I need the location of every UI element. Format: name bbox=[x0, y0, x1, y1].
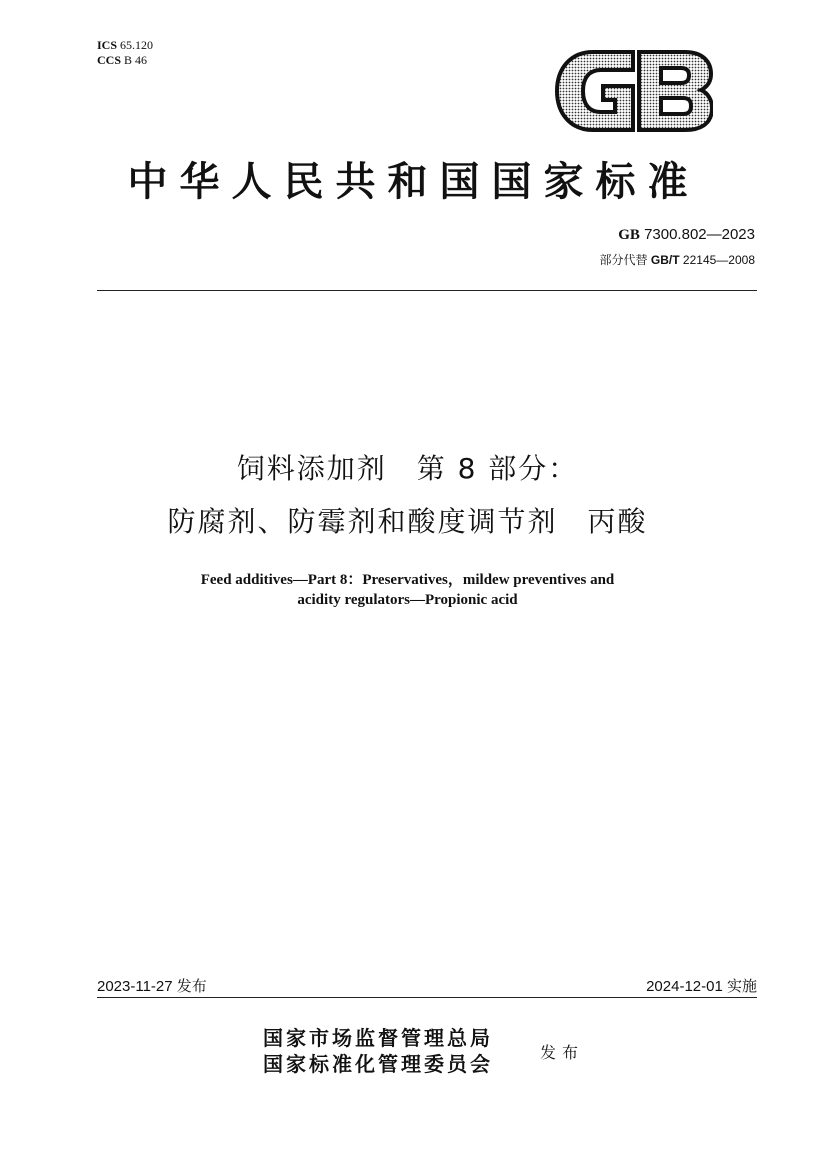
ics-line bbox=[97, 38, 153, 53]
publish-label: 发布 bbox=[540, 1043, 585, 1062]
replaces-prefix: 部分代替 bbox=[599, 253, 648, 267]
ccs-value: B 46 bbox=[124, 53, 148, 67]
standard-number bbox=[618, 226, 755, 244]
cn-title-line2: 防腐剂、防霉剂和酸度调节剂 丙酸 bbox=[167, 505, 648, 538]
implement-date: 2024-12-01 实施 bbox=[646, 978, 757, 995]
en-title-line1: Feed additives—Part 8：Preservatives，mildew preventives and bbox=[200, 572, 615, 588]
issuer-org-2: 国家标准化管理委员会 bbox=[263, 1052, 493, 1076]
replaces-line bbox=[600, 251, 755, 268]
issuer-org-1: 国家市场监督管理总局 bbox=[263, 1026, 493, 1050]
en-title-line2: acidity regulators—Propionic acid bbox=[297, 592, 518, 608]
bottom-divider bbox=[97, 997, 757, 998]
standard-number-value: 7300.802—2023 bbox=[644, 226, 755, 243]
ccs-line bbox=[97, 53, 153, 68]
top-divider bbox=[97, 290, 757, 291]
ics-label: ICS bbox=[97, 38, 118, 52]
ccs-label: CCS bbox=[97, 53, 122, 67]
issue-date: 2023-11-27 发布 bbox=[97, 978, 207, 995]
gb-logo bbox=[553, 48, 713, 134]
national-standard-title: 中华人民共和国国家标准 bbox=[127, 158, 700, 205]
standard-prefix: GB bbox=[618, 227, 640, 243]
replaces-code: GB/T bbox=[650, 253, 680, 267]
replaces-number: 22145—2008 bbox=[682, 253, 755, 267]
cn-title-line1: 饲料添加剂 第 8 部分： bbox=[236, 452, 579, 485]
ics-value: 65.120 bbox=[120, 38, 154, 52]
classification-codes bbox=[97, 38, 153, 68]
